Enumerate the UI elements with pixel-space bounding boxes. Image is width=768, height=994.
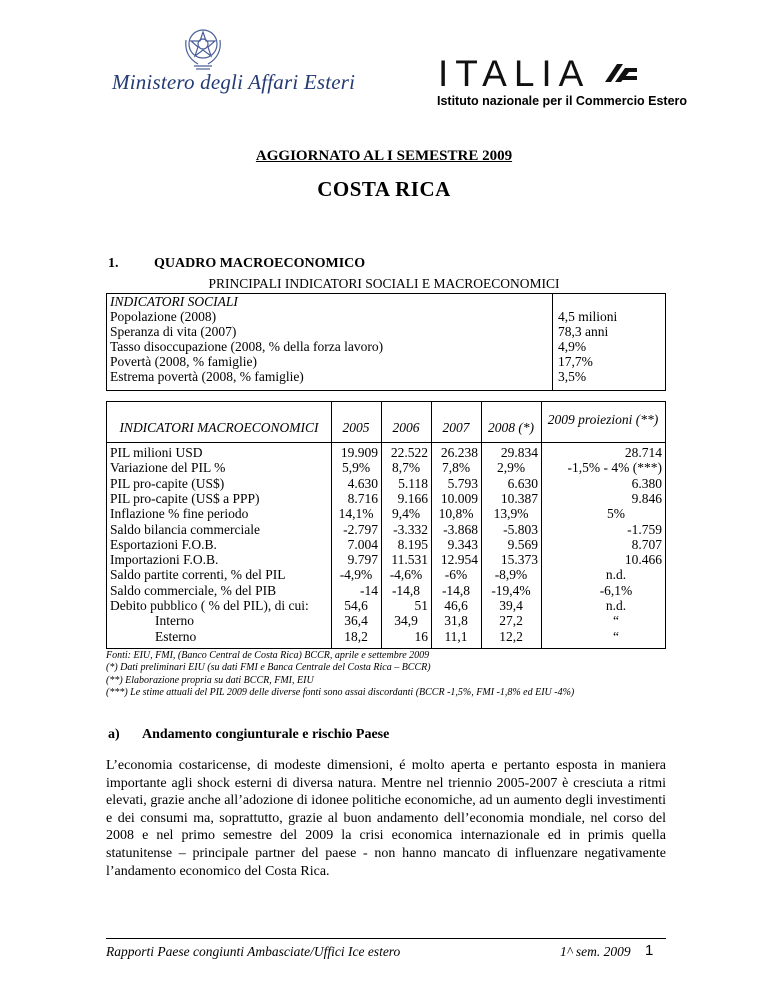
macro-cell: 6.380 bbox=[631, 475, 662, 491]
macro-cell: -14 bbox=[360, 582, 378, 598]
macro-cell: 36,4 bbox=[344, 613, 368, 629]
macro-cell: n.d. bbox=[605, 567, 627, 583]
social-indicators-table bbox=[106, 293, 666, 391]
macro-cell: 4.630 bbox=[347, 475, 378, 491]
macro-cell: 10.387 bbox=[500, 490, 538, 506]
macro-cell: 31,8 bbox=[444, 613, 468, 629]
social-row-value: 4,9% bbox=[558, 339, 587, 354]
note-line: Fonti: EIU, FMI, (Banco Central de Costa Rica) BCCR, aprile e settembre 2009 bbox=[106, 650, 430, 661]
italian-republic-emblem-icon bbox=[180, 22, 226, 72]
macro-indicators-table bbox=[106, 401, 666, 649]
macro-cell: 5.793 bbox=[447, 475, 478, 491]
page-title: COSTA RICA bbox=[317, 177, 451, 201]
macro-cell: 10.466 bbox=[624, 552, 662, 568]
macro-cell: 8,7% bbox=[391, 460, 421, 476]
macro-cell: 7,8% bbox=[441, 460, 471, 476]
macro-cell: 18,2 bbox=[344, 628, 368, 644]
macro-cell: n.d. bbox=[605, 598, 627, 613]
footer-period: 1^ sem. 2009 bbox=[560, 944, 631, 959]
update-line: AGGIORNATO AL I SEMESTRE 2009 bbox=[255, 148, 513, 164]
table-notes bbox=[106, 650, 574, 699]
macro-header-year: 2008 (*) bbox=[487, 420, 535, 435]
macro-row-label: Variazione del PIL % bbox=[110, 460, 226, 476]
social-row-label: Povertà (2008, % famiglie) bbox=[110, 354, 257, 369]
ice-arrow-logo-icon bbox=[603, 60, 639, 88]
macro-cell: -19,4% bbox=[491, 582, 531, 598]
social-row-value: 78,3 anni bbox=[558, 324, 609, 339]
social-row-value: 17,7% bbox=[558, 354, 593, 369]
macro-row-label: Inflazione % fine periodo bbox=[110, 506, 249, 522]
macro-cell: -14,8 bbox=[441, 582, 471, 598]
macro-cell: 5% bbox=[607, 506, 625, 522]
social-row-label: Popolazione (2008) bbox=[110, 309, 217, 324]
macro-cell: -4,9% bbox=[339, 567, 373, 583]
macro-cell: 19.909 bbox=[340, 445, 378, 460]
ice-subtitle: Istituto nazionale per il Commercio Estero bbox=[437, 94, 688, 108]
social-row-value: 4,5 milioni bbox=[558, 309, 618, 324]
section-title: QUADRO MACROECONOMICO bbox=[154, 256, 366, 271]
note-line: (***) Le stime attuali del PIL 2009 delle diverse fonti sono assai discordanti (BCCR -1,5%, FMI -1,8% ed EIU -4%) bbox=[106, 686, 575, 698]
macro-row-label: PIL pro-capite (US$ a PPP) bbox=[110, 490, 260, 506]
macro-row-label: Saldo bilancia commerciale bbox=[110, 521, 260, 537]
macro-cell: “ bbox=[613, 628, 619, 644]
macro-cell: 12,2 bbox=[499, 628, 523, 644]
social-row-label: Speranza di vita (2007) bbox=[110, 324, 237, 339]
macro-header-year: 2009 proiezioni (**) bbox=[547, 412, 659, 427]
macro-cell: “ bbox=[613, 613, 619, 629]
macro-cell: -1,5% - 4% (***) bbox=[567, 460, 662, 476]
social-row-value: 3,5% bbox=[558, 369, 587, 384]
macro-cell: 9.166 bbox=[397, 490, 428, 506]
macro-cell: -3.868 bbox=[443, 521, 478, 537]
macro-cell: 14,1% bbox=[338, 506, 374, 522]
macro-cell: 8.716 bbox=[347, 490, 378, 506]
macro-row-label: Interno bbox=[155, 613, 194, 629]
subsection-letter: a) bbox=[108, 727, 120, 742]
macro-cell: 9.569 bbox=[507, 536, 538, 552]
social-row-label: Estrema povertà (2008, % famiglie) bbox=[110, 369, 304, 384]
macro-cell: 34,9 bbox=[394, 613, 418, 629]
macro-header-year: 2007 bbox=[442, 420, 470, 435]
macro-cell: 9,4% bbox=[391, 506, 421, 522]
footer-source: Rapporti Paese congiunti Ambasciate/Uffici Ice estero bbox=[106, 944, 401, 959]
note-line: (*) Dati preliminari EIU (su dati FMI e Banca Centrale del Costa Rica – BCCR) bbox=[106, 662, 431, 674]
macro-cell: -14,8 bbox=[391, 582, 421, 598]
macro-header-year: 2006 bbox=[392, 420, 420, 435]
italia-logo-text: ITALIA bbox=[438, 53, 591, 94]
macro-cell: 16 bbox=[414, 628, 428, 644]
macro-cell: 9.343 bbox=[447, 536, 478, 552]
macro-cell: -6,1% bbox=[599, 582, 633, 598]
ministero-logo-text: Ministero degli Affari Esteri bbox=[112, 70, 356, 94]
macro-row-label: Esterno bbox=[155, 628, 197, 644]
macro-cell: 8.195 bbox=[397, 536, 428, 552]
macro-cell: -4,6% bbox=[389, 567, 423, 583]
macro-cell: 2,9% bbox=[496, 460, 526, 476]
macro-cell: 6.630 bbox=[507, 475, 538, 491]
macro-cell: 29.834 bbox=[500, 445, 538, 460]
macro-cell: 8.707 bbox=[631, 536, 662, 552]
macro-header-year: 2005 bbox=[342, 420, 370, 435]
macro-cell: -5.803 bbox=[503, 521, 538, 537]
macro-cell: -8,9% bbox=[494, 567, 528, 583]
macro-cell: 12.954 bbox=[440, 552, 478, 568]
macro-cell: 5.118 bbox=[398, 475, 428, 491]
macro-cell: 10.009 bbox=[440, 490, 478, 506]
macro-cell: 39,4 bbox=[499, 598, 523, 613]
macro-row-label: Esportazioni F.O.B. bbox=[110, 536, 217, 552]
macro-row-label: Saldo partite correnti, % del PIL bbox=[110, 567, 286, 583]
macro-cell: 13,9% bbox=[493, 506, 529, 522]
macro-row-label: Importazioni F.O.B. bbox=[110, 552, 219, 568]
macro-cell: 7.004 bbox=[347, 536, 378, 552]
social-row-label: Tasso disoccupazione (2008, % della forza lavoro) bbox=[110, 339, 384, 354]
macro-cell: 27,2 bbox=[499, 613, 523, 629]
macro-header-indicators: INDICATORI MACROECONOMICI bbox=[119, 420, 319, 435]
macro-row-label: Debito pubblico ( % del PIL), di cui: bbox=[110, 598, 309, 613]
macro-cell: -2.797 bbox=[343, 521, 378, 537]
note-line: (**) Elaborazione propria su dati BCCR, FMI, EIU bbox=[106, 674, 314, 686]
macro-row-label: PIL milioni USD bbox=[110, 445, 203, 460]
macro-row-label: Saldo commerciale, % del PIB bbox=[110, 582, 277, 598]
macro-cell: 28.714 bbox=[624, 445, 662, 460]
macro-cell: 9.797 bbox=[347, 552, 378, 568]
macro-cell: 46,6 bbox=[444, 598, 468, 613]
page-number: 1 bbox=[645, 942, 654, 959]
macro-cell: 22.522 bbox=[390, 445, 428, 460]
section-number: 1. bbox=[108, 256, 119, 271]
macro-cell: 51 bbox=[414, 598, 428, 613]
macro-cell: 15.373 bbox=[500, 552, 538, 568]
social-table-header: INDICATORI SOCIALI bbox=[110, 294, 238, 309]
macro-row-label: PIL pro-capite (US$) bbox=[110, 475, 225, 491]
macro-cell: -3.332 bbox=[393, 521, 428, 537]
macro-cell: 9.846 bbox=[631, 490, 662, 506]
macro-cell: 10,8% bbox=[438, 506, 474, 522]
macro-cell: 26.238 bbox=[440, 445, 478, 460]
table-title: PRINCIPALI INDICATORI SOCIALI E MACROECONOMICI bbox=[208, 276, 560, 291]
macro-cell: -6% bbox=[444, 567, 468, 583]
macro-cell: 11.531 bbox=[391, 552, 428, 568]
macro-cell: 54,6 bbox=[344, 598, 368, 613]
footer-divider bbox=[106, 938, 666, 939]
subsection-title: Andamento congiunturale e rischio Paese bbox=[142, 727, 390, 742]
body-paragraph: L’economia costaricense, di modeste dimensioni, é molto aperta e pertanto esposta in maniera importante agli shock esterni di diversa natura. Mentre nel triennio 2005-2007 è cresciuta a ritmi elevati, grazie anche all’adozione di idonee politiche economiche, ad un aumento degli investimenti e dei consumi ma, soprattutto, grazie al buon andamento dell’economia mondiale, nel corso del 2008 e nel primo semestre del 2009 la crisi economica internazionale ed in primis quella statunitense – principale partner del paese - non hanno mancato di influenzare negativamente l’andamento economico del Costa Rica. bbox=[106, 758, 666, 879]
macro-cell: -1.759 bbox=[627, 521, 662, 537]
macro-cell: 5,9% bbox=[341, 460, 371, 476]
macro-cell: 11,1 bbox=[444, 628, 468, 644]
